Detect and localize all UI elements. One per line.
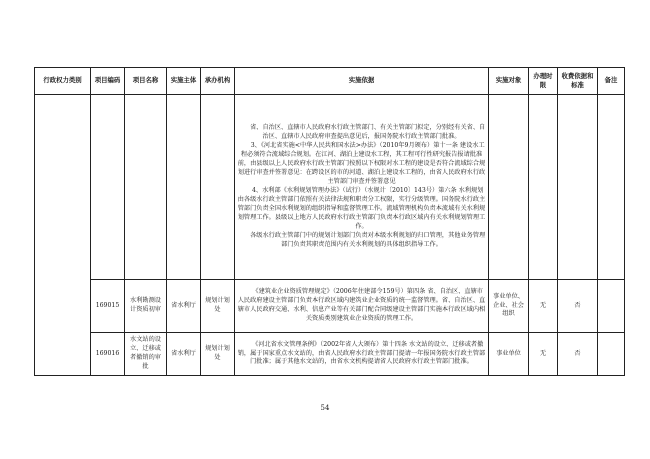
table-header-row [35, 68, 625, 95]
cell-basis [235, 280, 489, 333]
cell-name [125, 95, 167, 280]
header-subject: 实施主体 [167, 68, 201, 95]
header-target: 实施对象 [489, 68, 529, 95]
cell-basis [235, 333, 489, 376]
cell-agency: 规划计划处 [201, 280, 235, 333]
table-row [35, 333, 625, 376]
cell-target: 事业单位、企业、社会组织 [489, 280, 529, 333]
basis-paragraph: 《建筑业企业资质管理规定》（2006年住建部令159号）第四条 省、自治区、直辖市人民政府建设主管部门负责本行政区域内建筑业企业资质的统一监督管理。省、自治区、直辖市人民政府交通、水利、信息产业等有关部门配合同级建设主管部门实施本行政区域内相关资质类别建筑业企业资质的管理工作。 [237, 288, 486, 322]
cell-fee [558, 95, 598, 280]
category-cell [35, 95, 91, 376]
table-row-continuation [35, 95, 625, 280]
cell-time-limit: 无 [529, 280, 558, 333]
table-row [35, 280, 625, 333]
cell-time-limit [529, 95, 558, 280]
cell-note [598, 95, 625, 280]
header-agency: 承办机构 [201, 68, 235, 95]
cell-fee: 否 [558, 280, 598, 333]
header-note: 备注 [598, 68, 625, 95]
cell-target [489, 95, 529, 280]
header-category: 行政权力类别 [35, 68, 91, 95]
cell-code [91, 95, 125, 280]
basis-paragraph: 3、《河北省实施<中华人民共和国水法>办法》（2010年9月颁布）第十一条 建设水工程必须符合流域综合规划。在江河、湖泊上建设水工程，其工程可行性研究报告报请批准前，由县级以上人民政府水行政主管部门按照以下权限对水工程的建设是否符合流域综合规划进行审查并签署意见：在跨设区的市的河道、湖泊上建设水工程的，由省人民政府水行政主管部门审查并签署意见 [237, 142, 486, 186]
header-basis: 实施依据 [235, 68, 489, 95]
cell-subject: 省水利厅 [167, 280, 201, 333]
header-code: 项目编码 [91, 68, 125, 95]
cell-agency: 规划计划处 [201, 333, 235, 376]
page-number: 54 [320, 404, 330, 412]
cell-agency [201, 95, 235, 280]
cell-name: 水利勘测设计资质初审 [125, 280, 167, 333]
basis-paragraph: 《河北省水文管理条例》（2002年省人大颁布）第十四条 水文站的设立、迁移或者撤销，属于国家重点水文站的，由省人民政府水行政主管部门提请一年报国务院水行政主管部门批准；属于其他水文站的，由省水文机构提请省人民政府水行政主管部门批准。 [237, 340, 486, 366]
basis-paragraph: 4、水利部《水利规划管理办法》（试行）（水规计〔2010〕143号）第六条 水利规划由各级水行政主管部门依照有关法律法规和职责分工权限，实行分级管理。国务院水行政主管部门负责全国水利规划的组织指导和监督管理工作。流域管理机构负责本流域有关水利规划管理工作。县级以上地方人民政府水行政主管部门负责本行政区域内有关水利规划管理工作。 [237, 187, 486, 230]
cell-subject: 省水利厅 [167, 333, 201, 376]
cell-code: 169015 [91, 280, 125, 333]
cell-subject [167, 95, 201, 280]
header-time-limit: 办理时限 [529, 68, 558, 95]
header-fee: 收费依据和标准 [558, 68, 598, 95]
cell-code: 169016 [91, 333, 125, 376]
cell-fee: 否 [558, 333, 598, 376]
cell-time-limit: 无 [529, 333, 558, 376]
cell-note [598, 333, 625, 376]
cell-name: 水文站的设立、迁移或者撤销的审批 [125, 333, 167, 376]
cell-basis [235, 95, 489, 280]
header-name: 项目名称 [125, 68, 167, 95]
cell-note [598, 280, 625, 333]
cell-target: 事业单位 [489, 333, 529, 376]
administrative-power-table [34, 67, 625, 376]
basis-paragraph: 省、自治区、直辖市人民政府水行政主管部门、有关主管部门拟定，分别经有关省、自治区、直辖市人民政府审查提出意见后，报国务院水行政主管部门批准。 [250, 124, 486, 141]
basis-paragraph: 各级水行政主管部门中的规划计划部门负责对本级水利规划的归口管理，其他业务管理部门负责其职责范围内有关水利规划的具体组织指导工作。 [250, 231, 486, 248]
